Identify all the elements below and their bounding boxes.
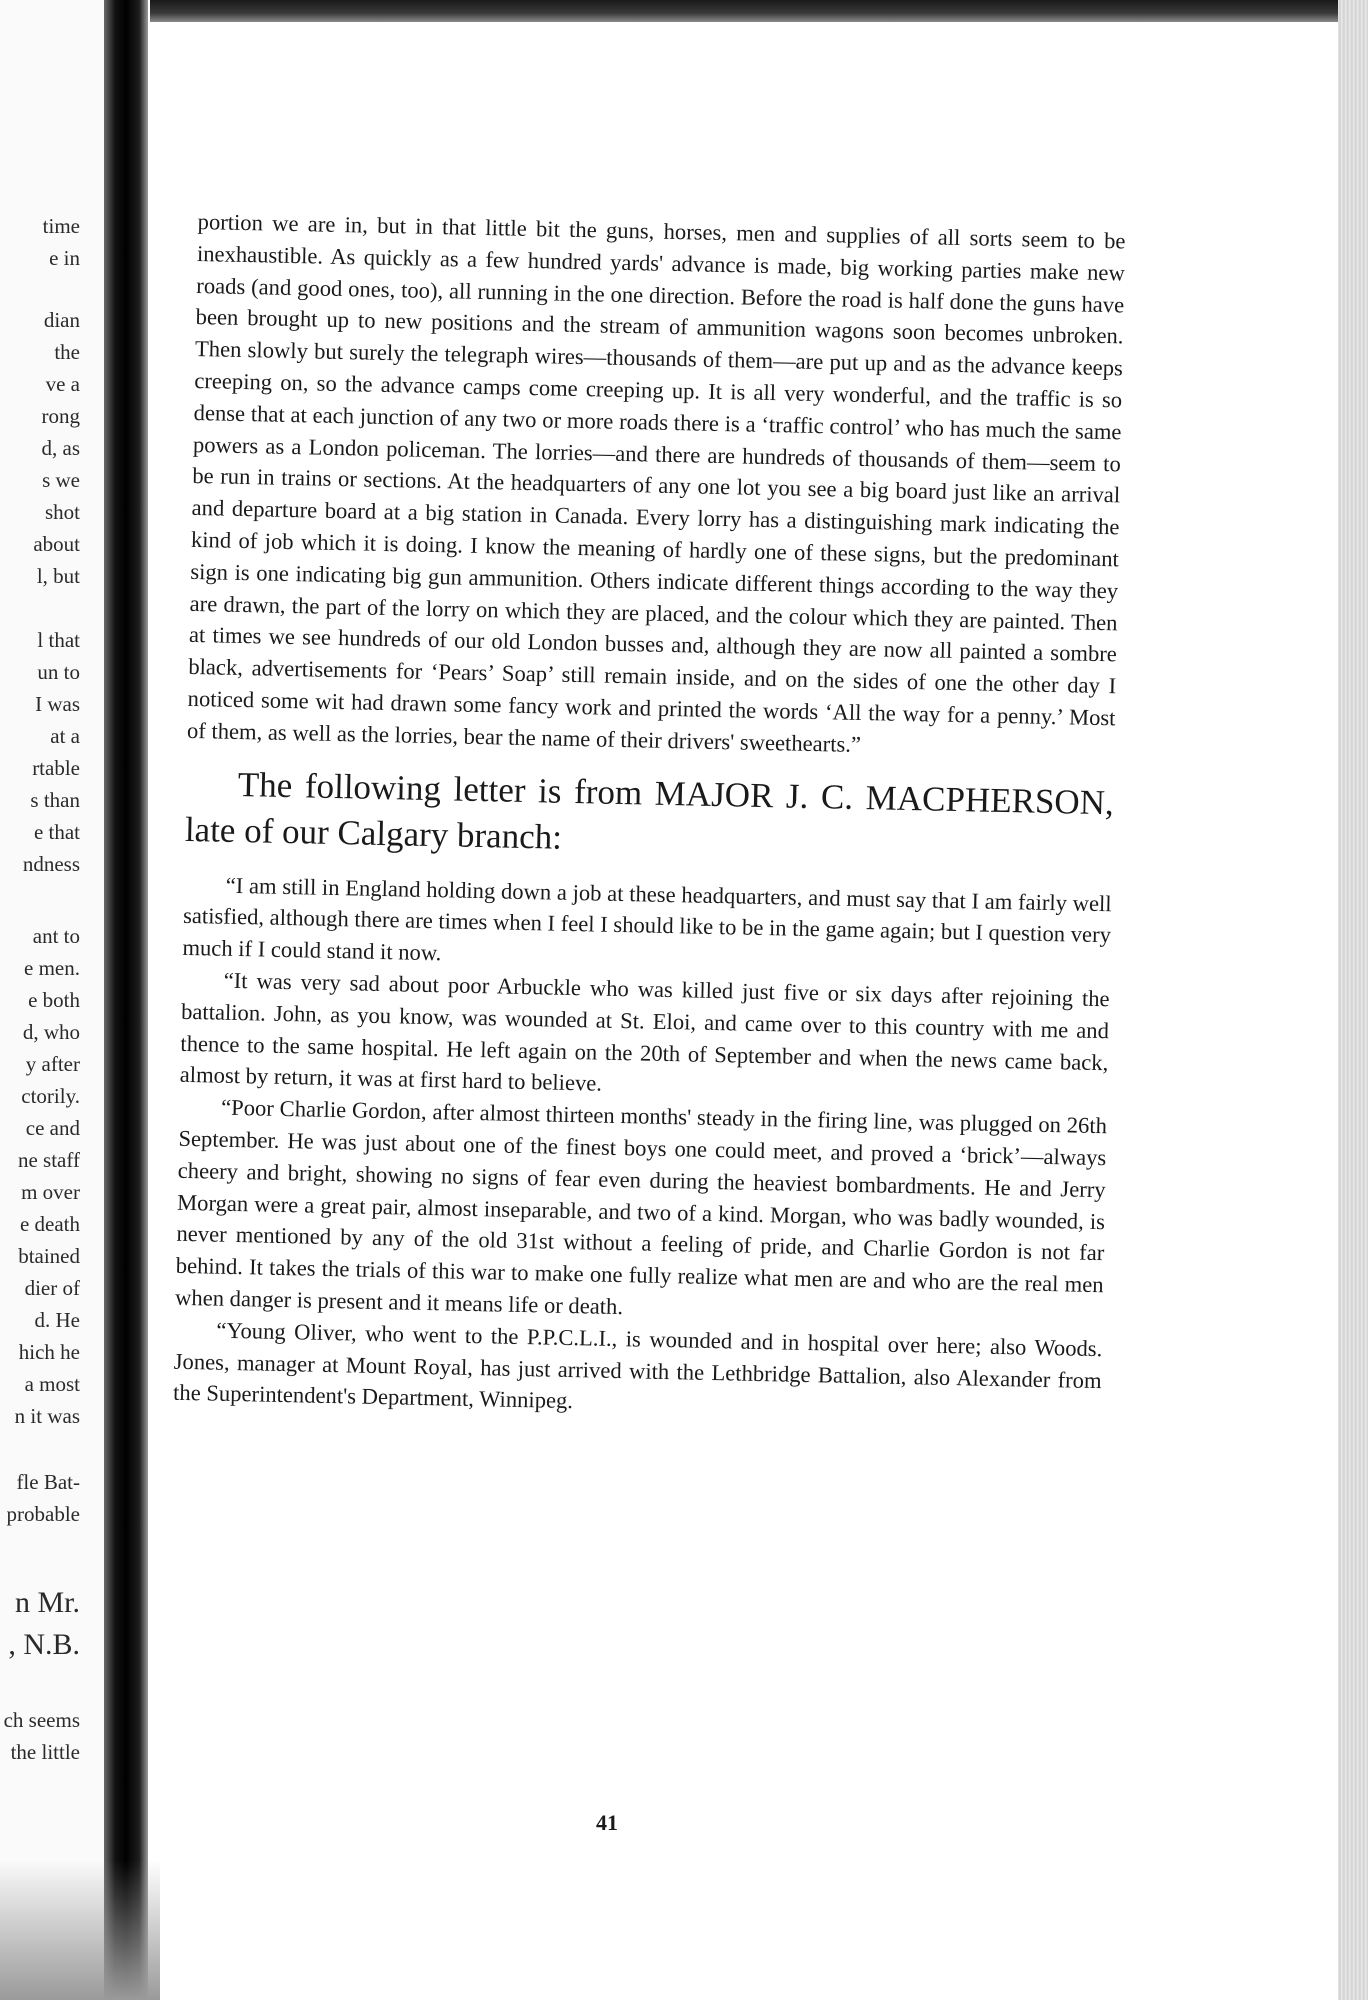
facing-page-line: I was (35, 692, 80, 716)
facing-page-line: fle Bat- (16, 1470, 80, 1494)
facing-page-line: e in (49, 246, 80, 270)
body-paragraph: portion we are in, but in that little bit the guns, horses, men and supplies of all sorts seem to be inexhaustible. As quickly as a few hundred yards' advance is made, big working parties make new roads (and good ones, too), all running in the one direction. Before the road is half done the guns have been brought up to new positions and the stream of ammunition wagons soon becomes unbroken. Then slowly but surely the telegraph wires—thousands of them—are put up and as the advance keeps creeping on, so the advance camps come creeping up. It is all very wonderful, and the traffic is so dense that at each junction of any two or more roads there is a ‘traffic control’ who has much the same powers as a London policeman. The lorries—and there are hundreds of thousands of them—seem to be run in trains or sections. At the headquarters of any one lot you see a big board just like an arrival and departure board at a big station in Canada. Every lorry has a distinguishing mark indicating the kind of job which it is doing. I know the meaning of hardly one of these signs, but the predominant sign is one indicating big gun ammunition. Others indicate different things according to the way they are drawn, the part of the lorry on which they are placed, and the colour which they are painted. Then at times we see hundreds of our old London busses and, although they are now all painted a sombre black, advertisements for ‘Pears’ Soap’ still remain inside, and on the sides of one the other day I noticed some wit had drawn some fancy work and printed the words ‘All the way for a penny.’ Most of them, as well as the lorries, bear the name of their drivers' sweethearts.” (186, 208, 1126, 757)
letter-paragraph: “I am still in England holding down a job at these headquarters, and must say that I am fairly well satisfied, although there are times when I feel I should like to be in the game again; but I question very much if I could stand it now. (182, 872, 1112, 966)
facing-page-line: n it was (14, 1404, 80, 1428)
facing-page-line: time (42, 214, 80, 238)
facing-page-line: m over (21, 1180, 80, 1204)
facing-page-line: ndness (22, 852, 80, 876)
page-number: 41 (596, 1810, 618, 1835)
facing-page-line: ce and (25, 1116, 80, 1140)
facing-page-line: y after (25, 1052, 80, 1076)
facing-page-line: rtable (32, 756, 80, 780)
facing-page-line: the (54, 340, 80, 364)
page-stack-edge (1338, 0, 1368, 2000)
letter-heading: The following letter is from MAJOR J. C. MACPHERSON, late of our Calgary branch: (184, 764, 1115, 857)
facing-page-line: ve a (45, 372, 80, 396)
facing-page-line: probable (6, 1502, 80, 1526)
facing-page-line: n Mr. (14, 1586, 80, 1619)
facing-page-line: ant to (32, 924, 80, 948)
facing-page-line: shot (44, 500, 80, 524)
facing-page-line: e both (28, 988, 80, 1012)
facing-page-line: s we (42, 468, 80, 492)
book-binding-gutter (104, 0, 148, 2000)
facing-page-line: d. He (34, 1308, 80, 1332)
facing-page-line: the little (10, 1740, 80, 1764)
scan-top-shadow (150, 0, 1368, 22)
facing-page (0, 0, 118, 2000)
facing-page-line: ch seems (3, 1708, 80, 1732)
facing-page-line: rong (41, 404, 80, 428)
facing-page-line: at a (50, 724, 80, 748)
facing-page-line: l, but (36, 564, 80, 588)
facing-page-line: ctorily. (21, 1084, 80, 1108)
letter-paragraph: “Poor Charlie Gordon, after almost thirteen months' steady in the firing line, was plugged on 26th September. He was just about one of the finest boys one could meet, and proved a ‘brick’—always cheery and bright, showing no signs of fear even during the heaviest bombardments. He and Jerry Morgan were a great pair, almost inseparable, and two of a kind. Morgan, who was badly wounded, is never mentioned by any of the old 31st without a feeling of pride, and Charlie Gordon is not far behind. It takes the trials of this war to make one fully realize what men are and who are the real men when danger is present and it means life or death. (174, 1094, 1108, 1320)
facing-page-line: d, who (22, 1020, 80, 1044)
facing-page-line: dier of (24, 1276, 80, 1300)
facing-page-line: btained (18, 1244, 80, 1268)
facing-page-line: e men. (24, 956, 80, 980)
facing-page-line: e that (33, 820, 80, 844)
facing-page-line: about (33, 532, 80, 556)
letter-paragraph: “Young Oliver, who went to the P.P.C.L.I., is wounded and in hospital over here; also Woods. Jones, manager at Mount Royal, has just arrived with the Lethbridge Battalion, also Alexander from the Superintendent's Department, Winnipeg. (172, 1317, 1103, 1414)
facing-page-line: hich he (18, 1340, 80, 1364)
facing-page-line: dian (43, 308, 80, 332)
facing-page-line: un to (37, 660, 80, 684)
letter-paragraph: “It was very sad about poor Arbuckle who was killed just five or six days after rejoining the battalion. John, as you know, was wounded at St. Eloi, and came over to this country with me and thence to the same hospital. He left again on the 20th of September and when the news came back, almost by return, it was at first hard to believe. (179, 967, 1110, 1096)
facing-page-line: , N.B. (8, 1628, 80, 1661)
main-page (173, 206, 1126, 1428)
facing-page-line: d, as (41, 436, 80, 460)
binding-shadow (0, 1860, 160, 2000)
facing-page-line: ne staff (17, 1148, 80, 1172)
facing-page-line: s than (30, 788, 80, 812)
facing-page-line: a most (24, 1372, 80, 1396)
facing-page-line: l that (37, 628, 80, 652)
facing-page-line: e death (19, 1212, 80, 1236)
